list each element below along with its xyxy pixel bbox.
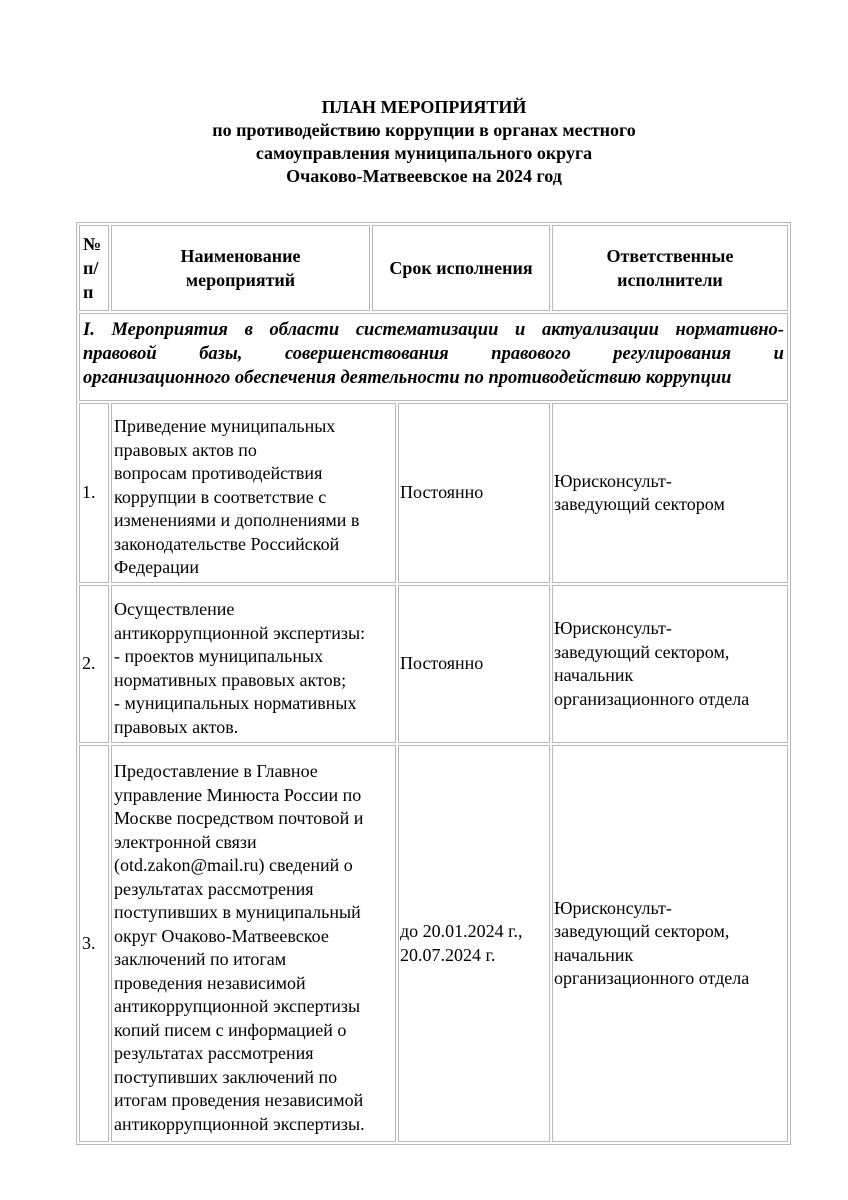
row-3-deadline-cell [398,745,550,1142]
title-line-2: по противодействию коррупции в органах местного [212,120,636,140]
row-name-line: поступивших в муниципальный [114,902,361,922]
row-3-number-cell [79,745,109,1142]
header-responsible-line: Ответственные [606,246,734,266]
row-1-deadline-cell [398,403,550,583]
title-line-1: ПЛАН МЕРОПРИЯТИЙ [321,97,527,117]
row-name-line: - проектов муниципальных [114,646,324,666]
row-name-line: копий писем с информацией о [114,1019,347,1040]
row-responsible-line: Юрисконсульт- [554,897,672,918]
row-responsible-line: заведующий сектором, [554,921,730,941]
header-deadline-cell [372,225,550,311]
header-number-cell [79,225,109,311]
header-name-line: мероприятий [185,270,296,290]
row-responsible-line: заведующий сектором, [554,641,730,662]
row-responsible-line: организационного отдела [554,968,750,988]
row-name-line: Москве посредством почтовой и [114,808,364,828]
row-deadline-line: 20.07.2024 г. [400,944,496,965]
row-2-deadline-cell [398,585,550,743]
row-name-line: электронной связи [114,831,257,852]
row-responsible-line: организационного отдела [554,688,750,709]
header-number-line: п/ [83,258,99,278]
title-line-4: Очаково-Матвеевское на 2024 год [286,166,562,186]
row-name-line: Федерации [114,557,200,577]
row-responsible-line: заведующий сектором [554,494,725,514]
header-responsible-line: исполнители [617,270,723,290]
row-name-line: проведения независимой [114,972,306,993]
header-deadline: Срок исполнения [389,258,533,278]
row-deadline-line: до 20.01.2024 г., [400,921,523,941]
section-line-3: организационного обеспечения деятельности по противодействию коррупции [83,368,732,388]
row-2-responsible-cell [552,585,788,743]
row-3-responsible-cell [552,745,788,1142]
row-name-line: результатах рассмотрения [114,1043,314,1063]
row-deadline-line: Постоянно [400,482,484,503]
row-deadline-line: Постоянно [400,653,484,674]
row-name-line: правовых актов по [114,439,257,460]
header-number-line: № [83,234,102,254]
row-name-line: Осуществление [114,599,235,619]
row-name-line: поступивших заключений по [114,1066,338,1087]
row-name-line: - муниципальных нормативных [114,693,357,713]
section-heading [79,313,788,401]
row-name-line: антикоррупционной экспертизы. [114,1113,365,1134]
section-line-2: правовой базы, совершенствования правового регулирования и [83,344,784,364]
row-name-line: антикоррупционной экспертизы [114,996,361,1016]
section-line-1: I. Мероприятия в области систематизации и актуализации нормативно- [83,320,784,340]
row-responsible-line: Юрисконсульт- [554,618,672,638]
row-name-line: законодательстве Российской [114,533,340,554]
row-1-responsible-cell [552,403,788,583]
row-responsible-line: начальник [554,944,634,965]
row-name-line: округ Очаково-Матвеевское [114,925,329,946]
row-1-number-cell [79,403,109,583]
row-name-line: изменениями и дополнениями в [114,510,360,530]
row-name-line: Предоставление в Главное [114,761,318,781]
row-3-name-cell [111,745,396,1142]
row-number: 3. [82,932,96,953]
title-line-3: самоуправления муниципального округа [255,143,593,163]
row-name-line: антикоррупционной экспертизы: [114,622,366,643]
row-1-name-cell [111,403,396,583]
row-responsible-line: Юрисконсульт- [554,470,672,491]
row-number: 1. [82,482,96,503]
row-name-line: итогам проведения независимой [114,1090,364,1110]
header-name-cell [111,225,370,311]
document-title [0,96,848,188]
row-name-line: нормативных правовых актов; [114,669,347,690]
row-name-line: коррупции в соответствие с [114,486,327,507]
row-name-line: вопросам противодействия [114,463,323,483]
row-name-line: результатах рассмотрения [114,878,314,899]
row-name-line: заключений по итогам [114,949,287,969]
header-name-line: Наименование [180,246,301,266]
row-name-line: Приведение муниципальных [114,416,336,436]
row-responsible-line: начальник [554,665,634,685]
row-2-number-cell [79,585,109,743]
row-name-line: правовых актов. [114,716,239,737]
header-number-line: п [83,282,94,302]
row-number: 2. [82,653,96,674]
row-name-line: управление Минюста России по [114,784,362,805]
header-responsible-cell [552,225,788,311]
row-name-line: (otd.zakon@mail.ru) сведений о [114,855,353,875]
row-2-name-cell [111,585,396,743]
